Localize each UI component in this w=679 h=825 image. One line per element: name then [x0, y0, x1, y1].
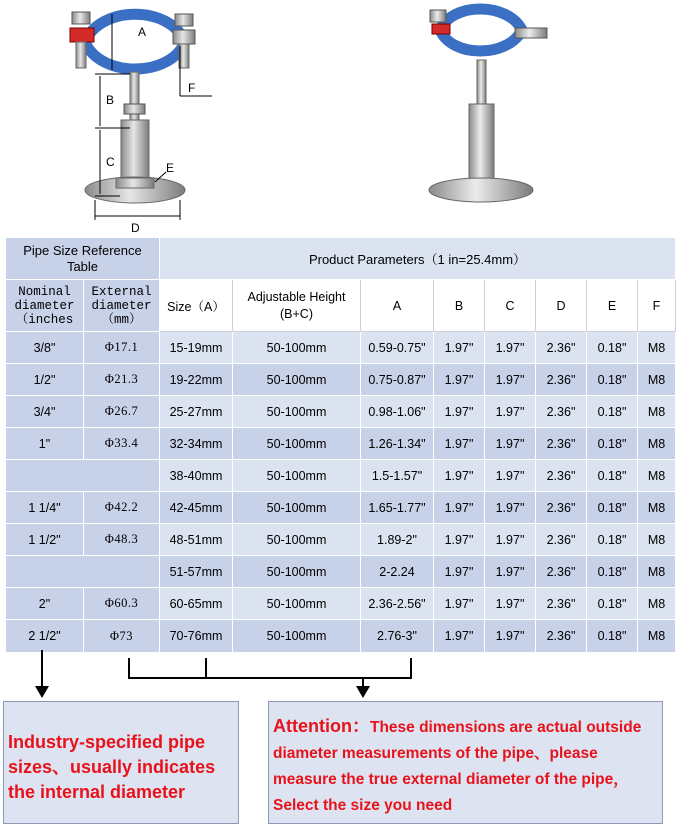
- cell-external: Φ60.3: [84, 588, 160, 620]
- cell-f: M8: [638, 364, 676, 396]
- product-parameters-header: Product Parameters（1 in=25.4mm）: [160, 238, 676, 280]
- cell-c: 1.97": [485, 364, 536, 396]
- table-row: [6, 396, 676, 428]
- cell-adj: 50-100mm: [233, 332, 361, 364]
- cell-b: 1.97": [434, 428, 485, 460]
- col-header-b: B: [434, 280, 485, 332]
- cell-size: 19-22mm: [160, 364, 233, 396]
- cell-adj: 50-100mm: [233, 492, 361, 524]
- table-row: [6, 364, 676, 396]
- cell-size: 51-57mm: [160, 556, 233, 588]
- cell-a: 0.75-0.87": [361, 364, 434, 396]
- cell-c: 1.97": [485, 460, 536, 492]
- arrow-down-icon: [35, 686, 49, 698]
- cell-a: 2.36-2.56": [361, 588, 434, 620]
- cell-nominal: 2": [6, 588, 84, 620]
- cell-a: 1.65-1.77": [361, 492, 434, 524]
- cell-external: Φ33.4: [84, 428, 160, 460]
- cell-e: 0.18": [587, 396, 638, 428]
- cell-e: 0.18": [587, 588, 638, 620]
- cell-nominal: 3/8": [6, 332, 84, 364]
- cell-nominal: 2 1/2": [6, 620, 84, 653]
- cell-b: 1.97": [434, 396, 485, 428]
- clamp-ring: [85, 14, 185, 69]
- cell-a: 1.89-2": [361, 524, 434, 556]
- cell-b: 1.97": [434, 364, 485, 396]
- cell-adj: 50-100mm: [233, 524, 361, 556]
- cell-external: Φ73: [84, 620, 160, 653]
- cell-c: 1.97": [485, 556, 536, 588]
- cell-size: 32-34mm: [160, 428, 233, 460]
- col-header-external-line2: diameter: [91, 298, 152, 313]
- cell-nominal-external-empty: [6, 556, 160, 588]
- dim-label-a: A: [138, 25, 147, 39]
- cell-b: 1.97": [434, 492, 485, 524]
- cell-c: 1.97": [485, 620, 536, 653]
- cell-external: Φ42.2: [84, 492, 160, 524]
- cell-c: 1.97": [485, 396, 536, 428]
- cell-nominal: 1/2": [6, 364, 84, 396]
- attention-body: These dimensions are actual outside diameter measurements of the pipe、please measure the true external diameter of the pipe，Select the size you need: [273, 719, 642, 814]
- table-row: [6, 428, 676, 460]
- cell-d: 2.36": [536, 556, 587, 588]
- cell-adj: 50-100mm: [233, 620, 361, 653]
- cell-e: 0.18": [587, 428, 638, 460]
- col-header-nominal-line3: （inches: [15, 312, 74, 327]
- cell-e: 0.18": [587, 524, 638, 556]
- cell-f: M8: [638, 332, 676, 364]
- col-header-e: E: [587, 280, 638, 332]
- cell-f: M8: [638, 396, 676, 428]
- cell-d: 2.36": [536, 396, 587, 428]
- cell-d: 2.36": [536, 364, 587, 396]
- cell-d: 2.36": [536, 588, 587, 620]
- cell-a: 1.5-1.57": [361, 460, 434, 492]
- table-row: [6, 332, 676, 364]
- cell-size: 38-40mm: [160, 460, 233, 492]
- cell-f: M8: [638, 556, 676, 588]
- table-row: [6, 460, 676, 492]
- cell-external: Φ26.7: [84, 396, 160, 428]
- cell-adj: 50-100mm: [233, 396, 361, 428]
- cell-b: 1.97": [434, 588, 485, 620]
- cell-nominal: 1 1/4": [6, 492, 84, 524]
- table-note-connectors: [0, 650, 679, 700]
- table-row: [6, 524, 676, 556]
- cell-c: 1.97": [485, 588, 536, 620]
- col-header-nominal-line2: diameter: [14, 298, 75, 313]
- table-row: [6, 588, 676, 620]
- cell-e: 0.18": [587, 620, 638, 653]
- attention-note-box: [268, 701, 663, 824]
- cell-e: 0.18": [587, 460, 638, 492]
- cell-f: M8: [638, 460, 676, 492]
- cell-b: 1.97": [434, 620, 485, 653]
- col-header-f: F: [638, 280, 676, 332]
- cell-b: 1.97": [434, 460, 485, 492]
- cell-f: M8: [638, 492, 676, 524]
- industry-note-text: Industry-specified pipe sizes、usually indicates the internal diameter: [8, 732, 216, 802]
- cell-size: 25-27mm: [160, 396, 233, 428]
- dim-label-c: C: [106, 155, 115, 169]
- cell-a: 2-2.24: [361, 556, 434, 588]
- cell-d: 2.36": [536, 620, 587, 653]
- cell-d: 2.36": [536, 460, 587, 492]
- cell-size: 15-19mm: [160, 332, 233, 364]
- cell-c: 1.97": [485, 428, 536, 460]
- cell-c: 1.97": [485, 492, 536, 524]
- col-header-a: A: [361, 280, 434, 332]
- cell-c: 1.97": [485, 524, 536, 556]
- cell-external: Φ17.1: [84, 332, 160, 364]
- cell-a: 1.26-1.34": [361, 428, 434, 460]
- cell-size: 42-45mm: [160, 492, 233, 524]
- cell-adj: 50-100mm: [233, 588, 361, 620]
- cell-adj: 50-100mm: [233, 364, 361, 396]
- cell-e: 0.18": [587, 556, 638, 588]
- dim-label-f: F: [188, 81, 196, 95]
- cell-adj: 50-100mm: [233, 556, 361, 588]
- cell-size: 60-65mm: [160, 588, 233, 620]
- cell-d: 2.36": [536, 492, 587, 524]
- cell-e: 0.18": [587, 332, 638, 364]
- col-header-d: D: [536, 280, 587, 332]
- table-row: [6, 556, 676, 588]
- cell-adj: 50-100mm: [233, 460, 361, 492]
- col-header-external-line1: External: [91, 284, 152, 299]
- cell-f: M8: [638, 620, 676, 653]
- cell-b: 1.97": [434, 556, 485, 588]
- cell-b: 1.97": [434, 332, 485, 364]
- industry-note-box: [3, 701, 239, 824]
- cell-a: 0.98-1.06": [361, 396, 434, 428]
- table-row: [6, 620, 676, 653]
- cell-d: 2.36": [536, 428, 587, 460]
- dim-label-b: B: [106, 93, 115, 107]
- dim-label-e: E: [166, 161, 175, 175]
- attention-label: Attention：: [273, 716, 370, 736]
- cell-nominal-external-empty: [6, 460, 160, 492]
- cell-b: 1.97": [434, 524, 485, 556]
- cell-d: 2.36": [536, 332, 587, 364]
- col-header-nominal-line1: Nominal: [18, 284, 71, 299]
- cell-c: 1.97": [485, 332, 536, 364]
- cell-f: M8: [638, 428, 676, 460]
- col-header-c: C: [485, 280, 536, 332]
- pipe-clamp-dimension-diagram: [40, 0, 250, 235]
- cell-f: M8: [638, 524, 676, 556]
- col-header-external: [84, 280, 160, 332]
- cell-f: M8: [638, 588, 676, 620]
- cell-e: 0.18": [587, 492, 638, 524]
- cell-size: 70-76mm: [160, 620, 233, 653]
- cell-nominal: 1 1/2": [6, 524, 84, 556]
- pipe-clamp-product-image: [380, 0, 580, 230]
- cell-a: 0.59-0.75": [361, 332, 434, 364]
- col-header-adjustable-height: Adjustable Height (B+C): [233, 280, 361, 332]
- col-header-nominal: [6, 280, 84, 332]
- cell-nominal: 1": [6, 428, 84, 460]
- pipe-size-reference-header: Pipe Size Reference Table: [6, 238, 160, 280]
- cell-e: 0.18": [587, 364, 638, 396]
- cell-adj: 50-100mm: [233, 428, 361, 460]
- cell-d: 2.36": [536, 524, 587, 556]
- attention-note-text: [273, 713, 658, 819]
- col-header-size: Size（A）: [160, 280, 233, 332]
- pipe-size-parameter-table: [5, 237, 676, 653]
- cell-a: 2.76-3": [361, 620, 434, 653]
- col-header-external-line3: （mm）: [101, 312, 142, 327]
- arrow-down-icon: [356, 686, 370, 698]
- cell-external: Φ48.3: [84, 524, 160, 556]
- cell-size: 48-51mm: [160, 524, 233, 556]
- cell-external: Φ21.3: [84, 364, 160, 396]
- table-row: [6, 492, 676, 524]
- cell-nominal: 3/4": [6, 396, 84, 428]
- dim-label-d: D: [131, 221, 140, 235]
